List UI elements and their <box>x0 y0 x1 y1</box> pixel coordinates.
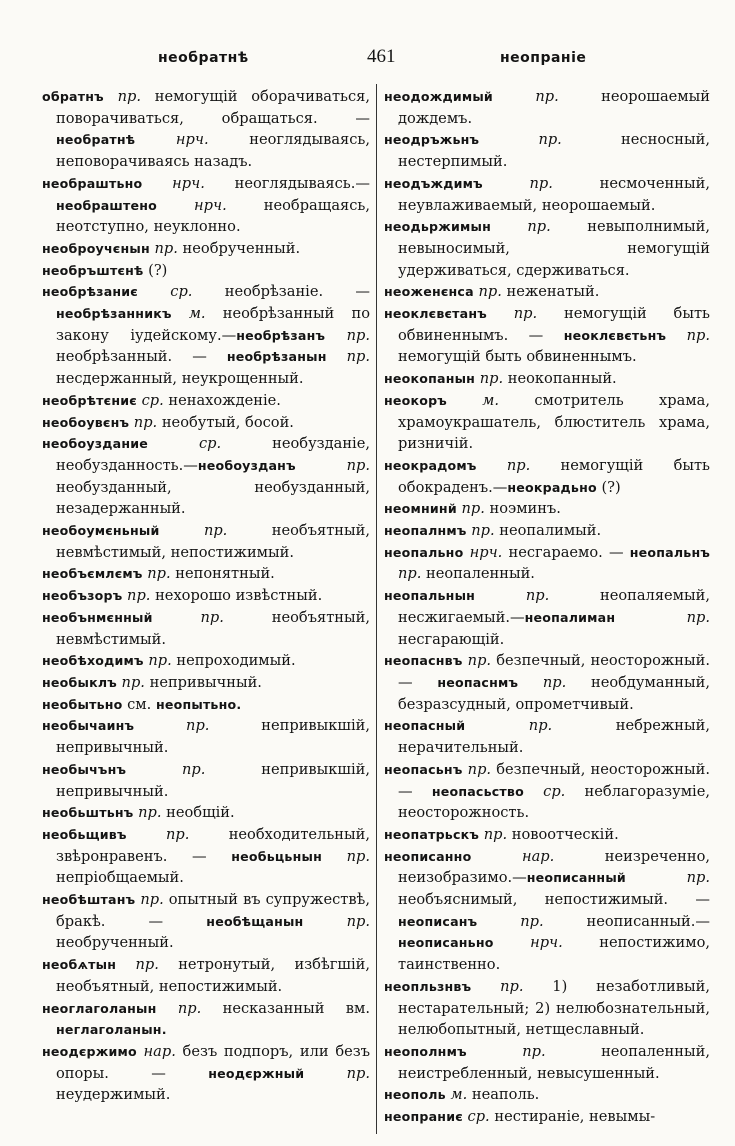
grammar-abbreviation: пр. <box>518 673 567 691</box>
headword: необоуздание <box>42 436 149 452</box>
headword: необычаинъ <box>42 718 135 734</box>
dictionary-entry <box>42 954 370 997</box>
headword: необъємлємъ <box>42 566 143 582</box>
grammar-abbreviation: пр. <box>304 1064 370 1082</box>
definition-text: неокопанный. <box>503 370 617 388</box>
dictionary-entry <box>42 824 370 889</box>
definition-text: необходительный, звѣронравенъ. — <box>56 825 370 865</box>
headword: неописанъ <box>398 913 478 929</box>
definition-text: несгарающій. <box>398 630 505 648</box>
grammar-abbreviation: пр. <box>456 500 485 518</box>
grammar-abbreviation: пр. <box>116 956 159 974</box>
dictionary-entry <box>42 173 370 238</box>
headword: необънмєнный <box>42 609 153 625</box>
headword: необръштєнѣ <box>42 262 144 278</box>
grammar-abbreviation: нар. <box>471 847 555 865</box>
dictionary-entry <box>42 585 370 607</box>
definition-text: немогущій быть обвиненнымъ. — <box>398 305 710 344</box>
headword: неглаголанын. <box>56 1022 167 1038</box>
grammar-abbreviation: пр. <box>321 847 370 865</box>
dictionary-entry <box>42 390 370 412</box>
headword: необытьно <box>42 696 123 712</box>
dictionary-entry <box>384 498 710 520</box>
headword: необѣштанъ <box>42 892 136 908</box>
headword: неокоръ <box>384 392 447 408</box>
headword: неодъждимъ <box>384 175 483 191</box>
grammar-abbreviation: пр. <box>142 565 171 583</box>
definition-text: необрученный. <box>56 934 174 952</box>
column-divider <box>376 84 377 1134</box>
headword: неопасьнъ <box>384 761 463 777</box>
headword: необрѣзанникъ <box>56 306 172 322</box>
definition-text: несмоченный, неувлаживаемый, неорошаемый. <box>398 174 710 214</box>
definition-text: небрежный, нерачительный. <box>398 717 710 757</box>
headword: необратнѣ <box>56 132 136 148</box>
definition-text: необщій. <box>161 804 235 822</box>
headword: необрѣзанын <box>226 349 327 365</box>
definition-text: безъ подпоръ, или безъ опоры. — <box>56 1042 370 1082</box>
grammar-abbreviation: пр. <box>122 587 151 605</box>
dictionary-entry <box>42 672 370 694</box>
definition-text: непривыкшій, непривычный. <box>56 760 370 800</box>
headword: неопльзнвъ <box>384 978 472 994</box>
definition-text: неженатый. <box>501 283 600 301</box>
headword: необрѣзаниє <box>42 284 138 300</box>
headword: необѧтын <box>42 957 117 973</box>
grammar-abbreviation: пр. <box>475 587 550 605</box>
definition-text: необращаясь, неотступно, неуклонно. <box>56 196 370 236</box>
headword: неопасный <box>384 718 466 734</box>
definition-text: несказанный вм. <box>201 999 370 1017</box>
definition-text: нестираніе, невымы- <box>489 1108 656 1126</box>
dictionary-entry <box>384 86 710 129</box>
definition-text: немогущій быть обвиненнымъ. <box>398 348 637 366</box>
grammar-abbreviation: пр. <box>462 760 492 778</box>
dictionary-entry <box>42 281 370 390</box>
headword: необоувєнъ <box>42 414 130 430</box>
dictionary-entry <box>42 260 370 282</box>
grammar-abbreviation: пр. <box>462 652 492 670</box>
headword: неомнинй <box>384 501 457 517</box>
headword: неопальнын <box>384 588 476 604</box>
headword: необраштьно <box>42 175 143 191</box>
grammar-abbreviation: пр. <box>476 456 531 474</box>
dictionary-entry <box>384 1084 710 1106</box>
definition-text: неопаляемый, несжигаемый.— <box>398 587 710 626</box>
definition-text: неописанный.— <box>543 912 710 930</box>
dictionary-entry <box>42 998 370 1041</box>
grammar-abbreviation: пр. <box>492 88 559 105</box>
dictionary-entry <box>384 542 710 585</box>
headword: необьцьнын <box>231 848 322 864</box>
definition-text: несдержанный, неукрощенный. <box>56 370 304 388</box>
grammar-abbreviation: пр. <box>303 912 370 930</box>
dictionary-entry <box>384 976 710 1041</box>
grammar-abbreviation: пр. <box>129 413 158 431</box>
grammar-abbreviation: пр. <box>471 977 524 995</box>
grammar-abbreviation: пр. <box>326 348 370 366</box>
headword: необыклъ <box>42 674 117 690</box>
headword: необычънъ <box>42 761 127 777</box>
definition-text: безпечный, неосторожный. — <box>398 652 710 691</box>
grammar-abbreviation: пр. <box>473 283 502 301</box>
grammar-abbreviation: пр. <box>625 869 710 887</box>
grammar-abbreviation: пр. <box>126 760 206 778</box>
definition-text: неорошаемый дождемъ. <box>398 88 710 127</box>
grammar-abbreviation: нрч. <box>142 174 205 192</box>
dictionary-entry <box>42 1041 370 1106</box>
grammar-abbreviation: нрч. <box>493 934 563 952</box>
headword: неодьржимын <box>384 219 491 235</box>
dictionary-entry <box>384 1106 710 1128</box>
headword: неополнмъ <box>384 1043 467 1059</box>
headword: неодєржимо <box>42 1043 137 1059</box>
dictionary-entry <box>384 585 710 650</box>
dictionary-entry <box>384 715 710 758</box>
grammar-abbreviation: пр. <box>325 326 370 344</box>
definition-text: неопаленный. <box>421 565 535 583</box>
headword: неодръжьнъ <box>384 132 480 148</box>
definition-text: немогущій оборачиваться, поворачиваться, обращаться. — <box>56 88 370 127</box>
grammar-abbreviation: пр. <box>134 717 210 735</box>
definition-text: ненахожденіе. <box>163 391 281 409</box>
definition-text: (?) <box>596 478 621 496</box>
headword: неопасьство <box>431 783 524 799</box>
dictionary-entry <box>42 238 370 260</box>
definition-text: несгараемо. — <box>502 543 630 561</box>
definition-text: необузданіе, необузданность.— <box>56 435 371 474</box>
definition-text: ноэминъ. <box>484 500 561 518</box>
headword: неописанный <box>526 870 626 886</box>
definition-text: (?) <box>143 261 168 279</box>
grammar-abbreviation: пр. <box>126 825 190 843</box>
grammar-abbreviation: пр. <box>479 131 562 149</box>
grammar-abbreviation: пр. <box>486 305 538 323</box>
grammar-abbreviation: ср. <box>137 283 193 301</box>
headword: необроучєнын <box>42 240 150 256</box>
dictionary-entry <box>384 129 710 172</box>
dictionary-entry <box>384 173 710 216</box>
running-head <box>0 44 735 72</box>
headword: неокрадьно <box>507 479 597 495</box>
headword: необоузданъ <box>197 457 296 473</box>
left-running-headword: необратнѣ <box>158 50 249 66</box>
headword: неопаснмъ <box>437 674 519 690</box>
dictionary-entry <box>384 759 710 824</box>
grammar-abbreviation: пр. <box>465 717 553 735</box>
left-column <box>42 86 370 1106</box>
definition-text: 1) незаботливый, нестарательный; 2) нелюбознательный, нелюбопытный, нетщеславный. <box>398 977 710 1039</box>
grammar-abbreviation: пр. <box>149 239 178 257</box>
definition-text: непріобщаемый. <box>56 869 184 887</box>
grammar-abbreviation: пр. <box>466 522 495 540</box>
right-running-headword: неопраніе <box>500 50 587 66</box>
definition-text: необрученный. <box>177 239 301 257</box>
dictionary-entry <box>42 433 370 520</box>
headword: необьштьнъ <box>42 805 134 821</box>
grammar-abbreviation: пр. <box>116 673 145 691</box>
grammar-abbreviation: нрч. <box>156 196 227 214</box>
definition-text: необузданный, необузданный, незадержанный. <box>56 478 370 518</box>
grammar-abbreviation: пр. <box>156 999 202 1017</box>
dictionary-entry <box>384 1041 710 1084</box>
grammar-abbreviation: пр. <box>398 565 422 583</box>
definition-text: несносный, нестерпимый. <box>398 131 710 171</box>
headword: необраштено <box>56 197 157 213</box>
dictionary-entry <box>42 563 370 585</box>
dictionary-entry <box>384 650 710 715</box>
grammar-abbreviation: м. <box>445 1086 468 1104</box>
headword: неопалнмъ <box>384 523 467 539</box>
definition-text: неаполь. <box>467 1086 540 1104</box>
definition-text: немогущій быть обокраденъ.— <box>398 456 710 496</box>
grammar-abbreviation: пр. <box>666 326 710 344</box>
headword: неописаньно <box>398 935 494 951</box>
definition-text: необдуманный, безразсудный, опрометчивый. <box>398 673 710 713</box>
definition-text: опытный въ супружествѣ, бракѣ. — <box>56 891 370 930</box>
headword: неокопанын <box>384 371 476 387</box>
grammar-abbreviation: пр. <box>152 608 224 626</box>
dictionary-entry <box>384 390 710 455</box>
grammar-abbreviation: пр. <box>475 370 504 388</box>
definition-text: неоглядываясь, неповорачиваясь назадъ. <box>56 131 370 171</box>
dictionary-entry <box>42 412 370 434</box>
dictionary-entry <box>384 455 710 498</box>
definition-text: нетронутый, избѣгшій, необъятный, непостижимый. <box>56 956 370 995</box>
definition-text: необрѣзанный по закону іудейскому.— <box>56 305 370 344</box>
definition-text: невыполнимый, невыносимый, немогущій удерживаться, сдерживаться. <box>398 218 710 279</box>
grammar-abbreviation: нрч. <box>135 131 209 149</box>
definition-text: см. <box>122 695 156 713</box>
grammar-abbreviation: пр. <box>490 218 551 236</box>
grammar-abbreviation: пр. <box>477 912 544 930</box>
dictionary-entry <box>42 759 370 802</box>
grammar-abbreviation: пр. <box>103 88 141 105</box>
dictionary-entry <box>42 86 370 173</box>
definition-text: необрѣзаніе. — <box>192 283 371 301</box>
definition-text: необъятный, невмѣстимый. <box>56 608 370 648</box>
grammar-abbreviation: пр. <box>133 804 162 822</box>
dictionary-entry <box>384 281 710 303</box>
headword: необъзоръ <box>42 588 123 604</box>
headword: неопалиман <box>524 609 616 625</box>
dictionary-entry <box>42 694 370 716</box>
definition-text: новоотческій. <box>507 825 619 843</box>
definition-text: нехорошо извѣстный. <box>150 587 323 605</box>
headword: необрѣзанъ <box>236 327 326 343</box>
grammar-abbreviation: пр. <box>159 522 228 540</box>
definition-text: неопалимый. <box>494 522 602 540</box>
headword: неоклєвєтанъ <box>384 306 487 322</box>
definition-text: непроходимый. <box>171 652 296 670</box>
headword: неодєржный <box>208 1065 305 1081</box>
definition-text: неизреченно, неизобразимо.— <box>398 847 710 887</box>
grammar-abbreviation: пр. <box>466 1042 546 1060</box>
grammar-abbreviation: ср. <box>523 782 566 800</box>
headword: неопаснвъ <box>384 653 463 669</box>
headword: необоумєньный <box>42 523 160 539</box>
dictionary-entry <box>384 303 710 368</box>
grammar-abbreviation: ср. <box>136 391 164 409</box>
dictionary-entry <box>384 368 710 390</box>
page-number: 461 <box>367 46 396 67</box>
dictionary-entry <box>384 824 710 846</box>
grammar-abbreviation: пр. <box>615 608 710 626</box>
grammar-abbreviation: м. <box>171 305 206 323</box>
definition-text: необъятный, невмѣстимый, непостижимый. <box>56 522 370 561</box>
grammar-abbreviation: м. <box>446 391 500 409</box>
definition-text: необрѣзанный. — <box>56 348 227 366</box>
dictionary-entry <box>42 889 370 954</box>
headword: неопытьно. <box>155 696 242 712</box>
headword: неокрадомъ <box>384 457 477 473</box>
definition-text: безпечный, неосторожный.— <box>398 760 710 800</box>
dictionary-entry <box>42 607 370 650</box>
definition-text: непостижимо, таинственно. <box>398 934 710 974</box>
grammar-abbreviation: нрч. <box>463 543 503 561</box>
headword: неоглаголанын <box>42 1000 157 1016</box>
dictionary-entry <box>42 715 370 758</box>
headword: неопатрьскъ <box>384 826 480 842</box>
dictionary-entry <box>42 802 370 824</box>
dictionary-entry <box>384 216 710 281</box>
headword: неопраниє <box>384 1109 463 1125</box>
definition-text: необъяснимый, непостижимый. — <box>398 891 710 909</box>
headword: неодождимый <box>384 89 493 104</box>
grammar-abbreviation: ср. <box>462 1108 490 1126</box>
definition-text: неудержимый. <box>56 1086 171 1104</box>
grammar-abbreviation: пр. <box>143 652 172 670</box>
definition-text: неблагоразуміе, неосторожность. <box>398 782 710 822</box>
headword: необьщивъ <box>42 826 127 842</box>
right-column <box>384 86 710 1128</box>
grammar-abbreviation: нар. <box>136 1042 176 1060</box>
headword: неоклєвєтьнъ <box>563 327 667 343</box>
grammar-abbreviation: ср. <box>148 435 222 453</box>
dictionary-entry <box>384 520 710 542</box>
dictionary-entry <box>42 650 370 672</box>
headword: неописанно <box>384 848 472 864</box>
definition-text: смотритель храма, храмоукрашатель, блюститель храма, ризничій. <box>398 391 710 453</box>
definition-text: необутый, босой. <box>157 413 294 431</box>
headword: неоженєнса <box>384 284 474 300</box>
definition-text: неоглядываясь.— <box>204 174 370 192</box>
grammar-abbreviation: пр. <box>482 174 553 192</box>
grammar-abbreviation: пр. <box>135 891 164 909</box>
definition-text: непонятный. <box>170 565 275 583</box>
headword: неопальнъ <box>629 544 711 560</box>
headword: необѣходимъ <box>42 653 144 669</box>
grammar-abbreviation: пр. <box>479 825 508 843</box>
headword: неополь <box>384 1087 446 1103</box>
dictionary-entry <box>384 846 710 976</box>
definition-text: непривыкшій, непривычный. <box>56 717 370 757</box>
headword: неопально <box>384 544 464 560</box>
headword: необѣщанын <box>206 913 304 929</box>
headword: необрѣтєниє <box>42 392 137 408</box>
headword: обратнъ <box>42 89 104 104</box>
definition-text: непривычный. <box>144 673 262 691</box>
grammar-abbreviation: пр. <box>295 456 370 474</box>
definition-text: неопаленный, неистребленный, невысушенный. <box>398 1042 710 1082</box>
dictionary-entry <box>42 520 370 563</box>
